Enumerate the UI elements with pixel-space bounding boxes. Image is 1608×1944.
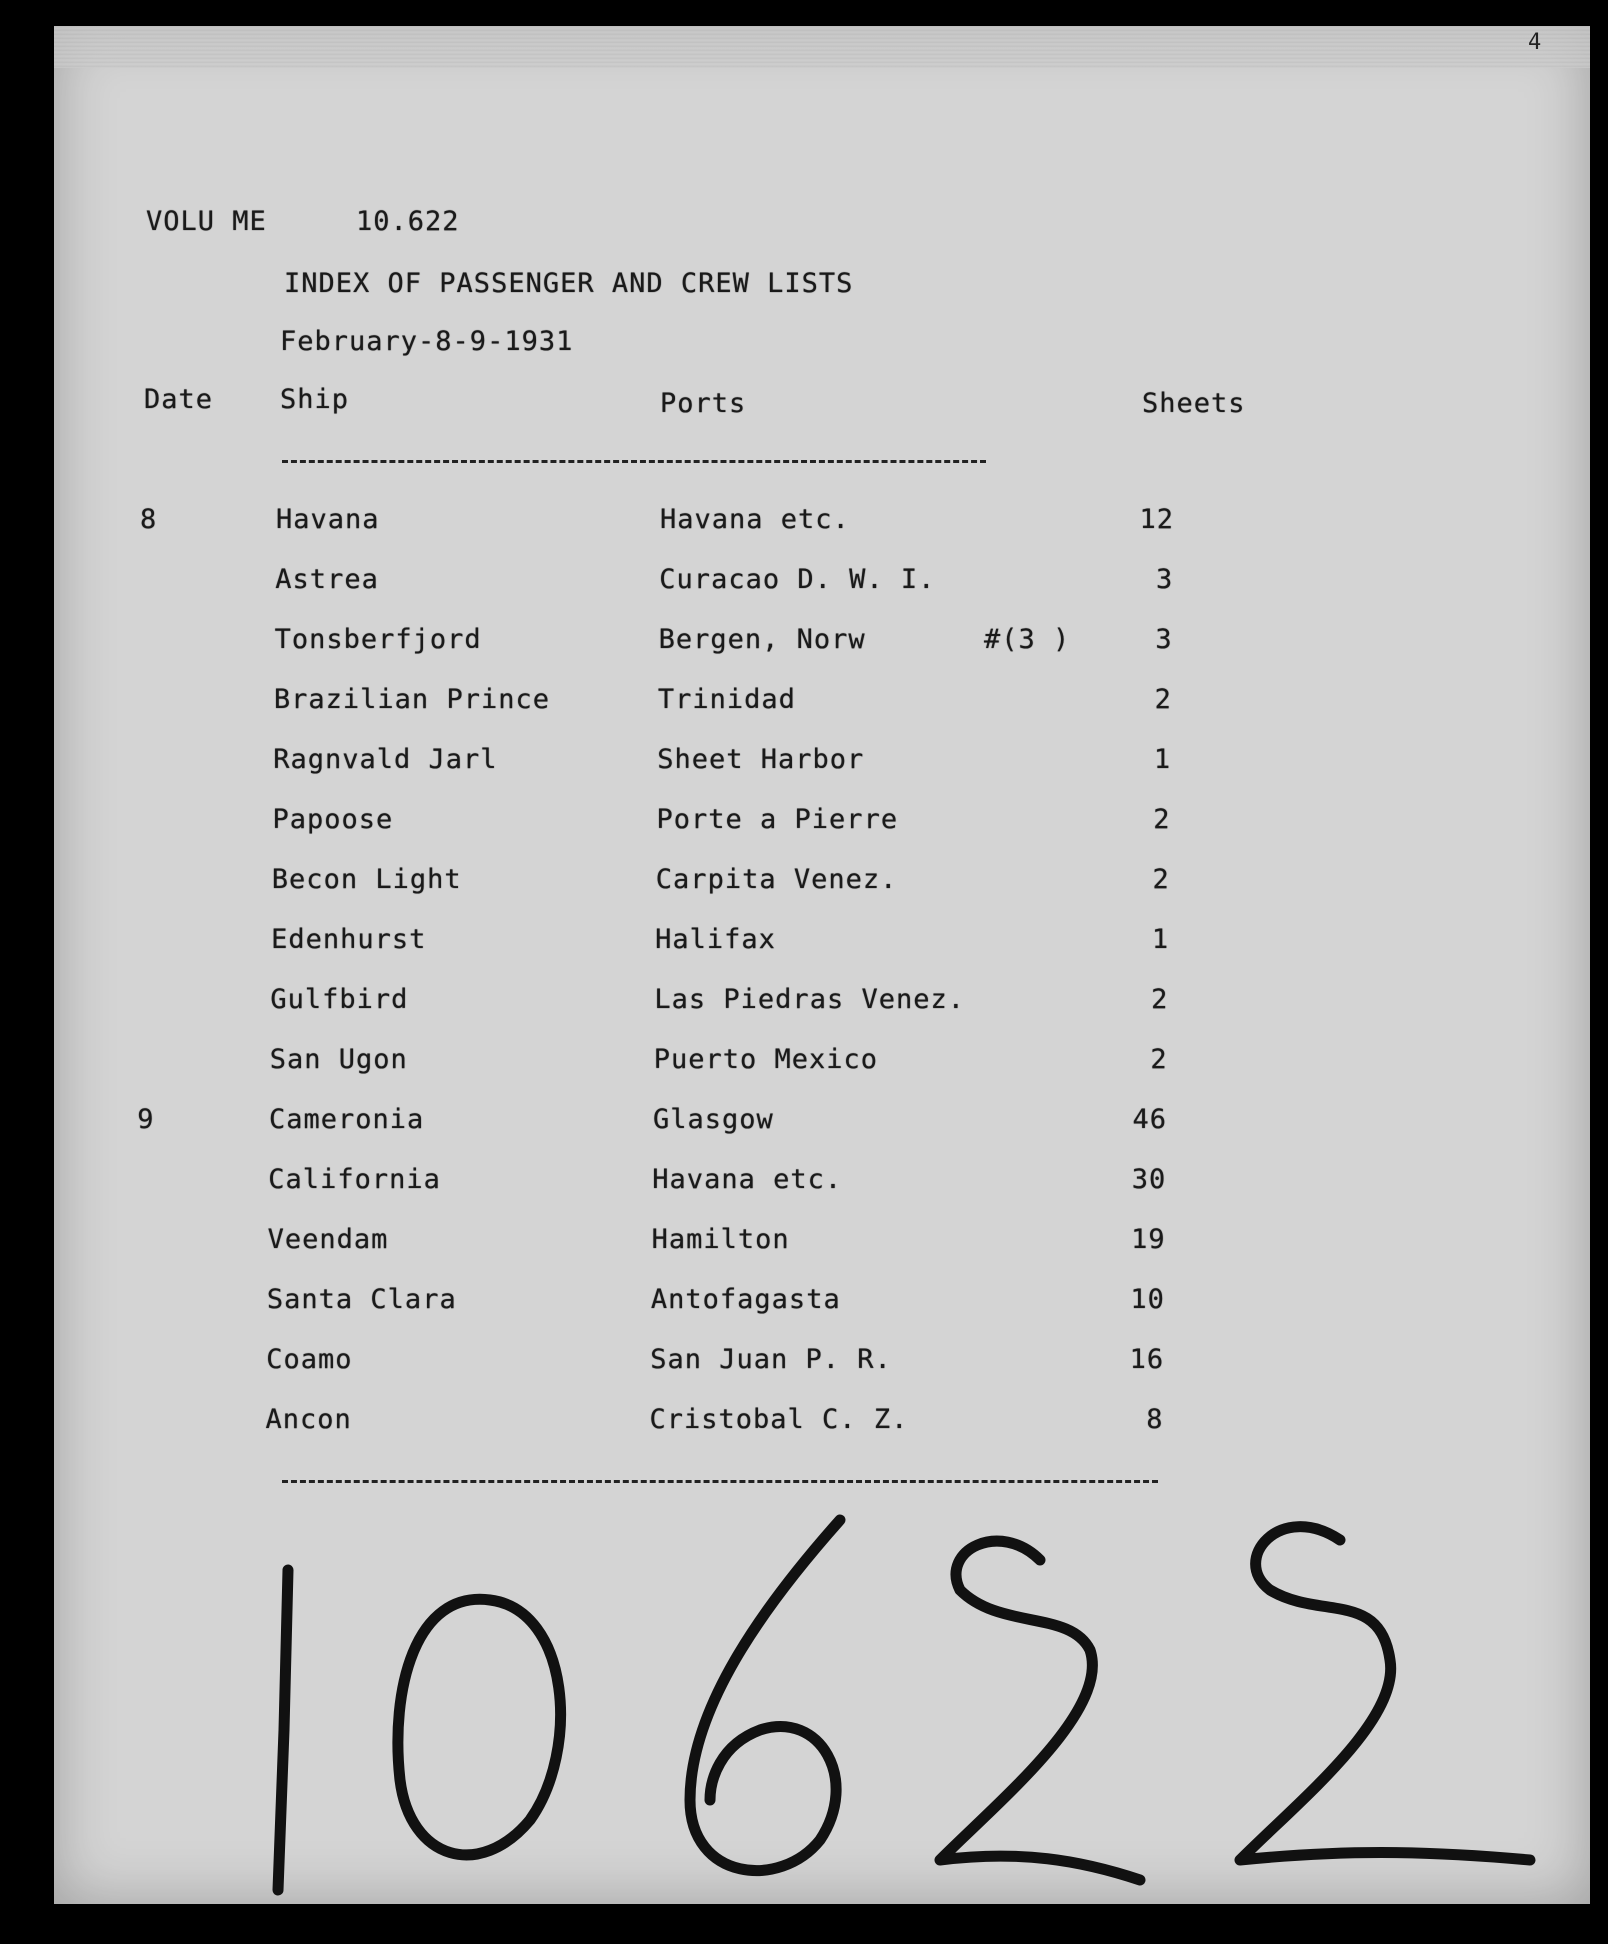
row-port: Puerto Mexico: [653, 1044, 879, 1075]
row-ship: Santa Clara: [266, 1284, 457, 1315]
corner-page-mark: 4: [1528, 30, 1542, 55]
row-port: Havana etc.: [652, 1164, 843, 1195]
row-port: Carpita Venez.: [655, 864, 898, 895]
row-ship: Tonsberfjord: [274, 624, 482, 655]
row-port: Bergen, Norw: [658, 624, 866, 655]
row-port: Cristobal C. Z.: [649, 1404, 909, 1435]
row-ship: Cameronia: [269, 1104, 425, 1135]
row-ship: Becon Light: [271, 864, 462, 895]
row-ship: Havana: [276, 504, 380, 535]
row-ship: Ragnvald Jarl: [273, 744, 498, 775]
row-ship: Ancon: [265, 1404, 352, 1435]
row-port: San Juan P. R.: [650, 1344, 892, 1375]
header-ports: Ports: [660, 388, 747, 419]
header-sheets: Sheets: [1142, 388, 1246, 419]
row-date: 8: [140, 504, 158, 535]
header-ship: Ship: [280, 384, 350, 415]
row-date: 9: [137, 1104, 155, 1135]
row-port: Curacao D. W. I.: [659, 564, 936, 595]
header-date: Date: [144, 384, 214, 415]
row-ship: Gulfbird: [270, 984, 409, 1015]
row-port: Halifax: [655, 924, 776, 955]
row-port: Trinidad: [657, 684, 796, 715]
row-note: #(3 ): [984, 624, 1071, 655]
row-port: Havana etc.: [660, 504, 850, 535]
row-port: Hamilton: [651, 1224, 790, 1255]
row-ship: Edenhurst: [271, 924, 427, 955]
volume-label: VOLU ME: [146, 206, 267, 237]
volume-number: 10.622: [356, 206, 460, 237]
row-port: Porte a Pierre: [656, 804, 899, 835]
row-port: Antofagasta: [650, 1284, 841, 1315]
handwritten-volume-number: [240, 1480, 1570, 1900]
row-ship: Papoose: [272, 804, 394, 835]
row-ship: Astrea: [275, 564, 379, 595]
row-port: Sheet Harbor: [657, 744, 865, 775]
date-range: February-8-9-1931: [280, 326, 574, 357]
row-ship: Coamo: [266, 1344, 353, 1375]
row-port: Las Piedras Venez.: [654, 984, 965, 1015]
row-ship: California: [268, 1164, 441, 1195]
row-ship: Veendam: [267, 1224, 389, 1255]
row-port: Glasgow: [653, 1104, 774, 1135]
header-rule: [282, 460, 986, 463]
page-top-edge: [54, 26, 1590, 68]
row-ship: San Ugon: [269, 1044, 408, 1075]
document-title: INDEX OF PASSENGER AND CREW LISTS: [284, 268, 854, 299]
row-ship: Brazilian Prince: [273, 684, 550, 715]
